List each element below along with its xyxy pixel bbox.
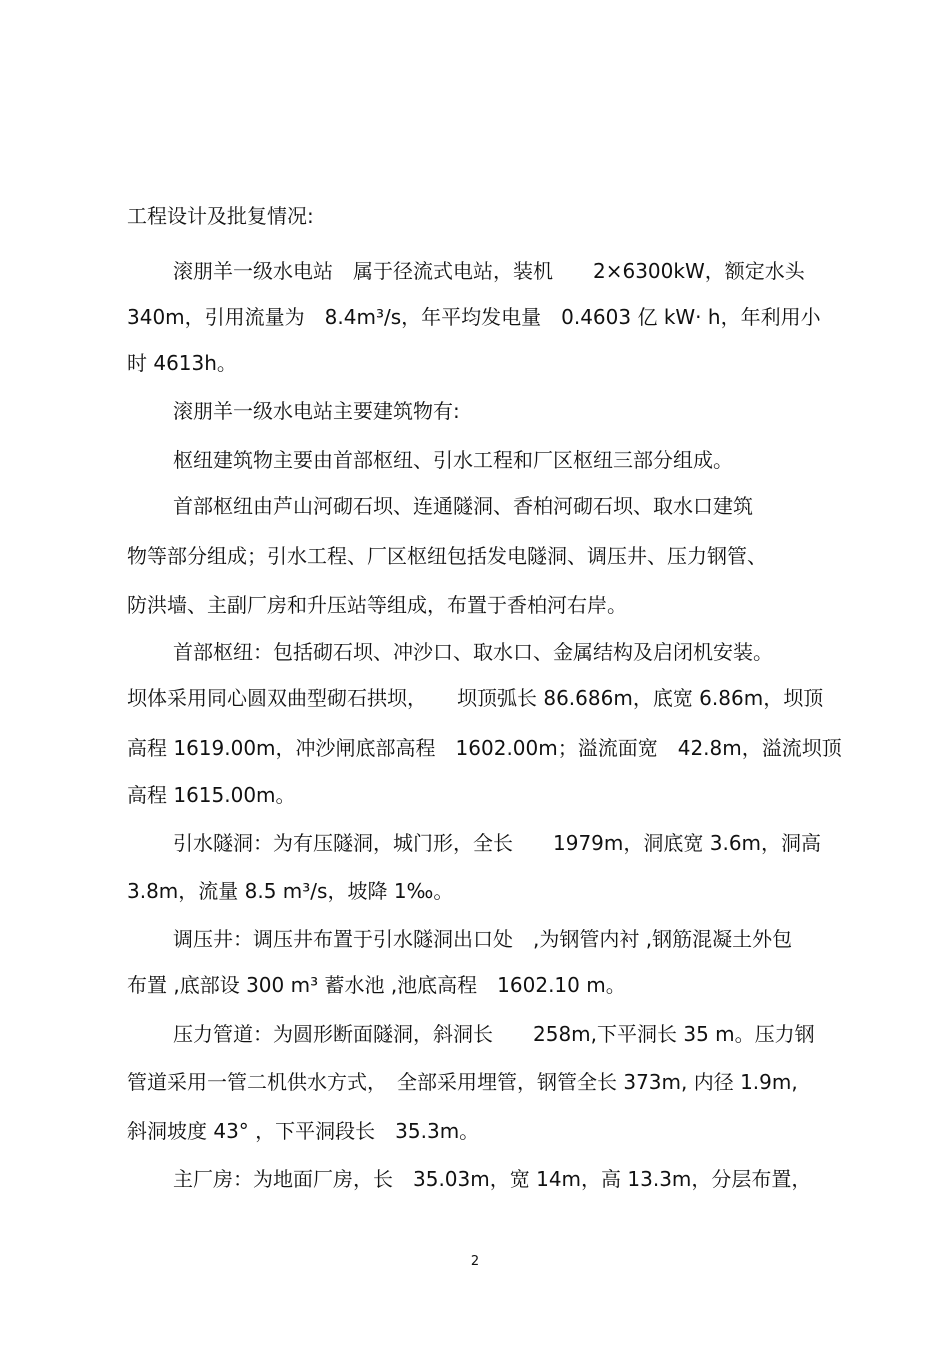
paragraph-line: 高程 1615.00m。 [127,783,296,807]
page-number: 2 [470,1254,480,1269]
paragraph-line: 枢纽建筑物主要由首部枢纽、引水工程和厂区枢纽三部分组成。 [173,448,733,472]
paragraph-line: 引水隧洞：为有压隧洞，城门形，全长 1979m，洞底宽 3.6m，洞高 [173,831,822,855]
paragraph-line: 斜洞坡度 43° ，下平洞段长 35.3m。 [127,1119,480,1143]
paragraph-line: 首部枢纽：包括砌石坝、冲沙口、取水口、金属结构及启闭机安装。 [173,640,773,664]
paragraph-line: 主厂房：为地面厂房，长 35.03m，宽 14m，高 13.3m，分层布置， [173,1167,812,1191]
paragraph-line: 布置 ,底部设 300 m³ 蓄水池 ,池底高程 1602.10 m。 [127,973,626,997]
paragraph-line: 首部枢纽由芦山河砌石坝、连通隧洞、香柏河砌石坝、取水口建筑 [173,494,753,518]
paragraph-line: 管道采用一管二机供水方式， 全部采用埋管，钢管全长 373m, 内径 1.9m, [127,1070,798,1094]
paragraph-line: 防洪墙、主副厂房和升压站等组成，布置于香柏河右岸。 [127,593,627,617]
paragraph-line: 滚朋羊一级水电站 属于径流式电站，装机 2×6300kW，额定水头 [173,259,805,283]
paragraph-line: 压力管道：为圆形断面隧洞，斜洞长 258m,下平洞长 35 m。压力钢 [173,1022,815,1046]
paragraph-line: 3.8m，流量 8.5 m³/s，坡降 1‰。 [127,879,454,903]
paragraph-line: 滚朋羊一级水电站主要建筑物有: [173,399,460,423]
section-heading: 工程设计及批复情况: [127,204,314,228]
paragraph-line: 坝体采用同心圆双曲型砌石拱坝， 坝顶弧长 86.686m，底宽 6.86m，坝顶 [127,686,824,710]
paragraph-line: 调压井：调压井布置于引水隧洞出口处 ,为钢管内衬 ,钢筋混凝土外包 [173,927,793,951]
paragraph-line: 高程 1619.00m，冲沙闸底部高程 1602.00m；溢流面宽 42.8m，溢流坝顶 [127,736,842,760]
paragraph-line: 340m，引用流量为 8.4m³/s，年平均发电量 0.4603 亿 kW· h，年利用小 [127,305,821,329]
paragraph-line: 物等部分组成；引水工程、厂区枢纽包括发电隧洞、调压井、压力钢管、 [127,544,767,568]
paragraph-line: 时 4613h。 [127,351,237,375]
